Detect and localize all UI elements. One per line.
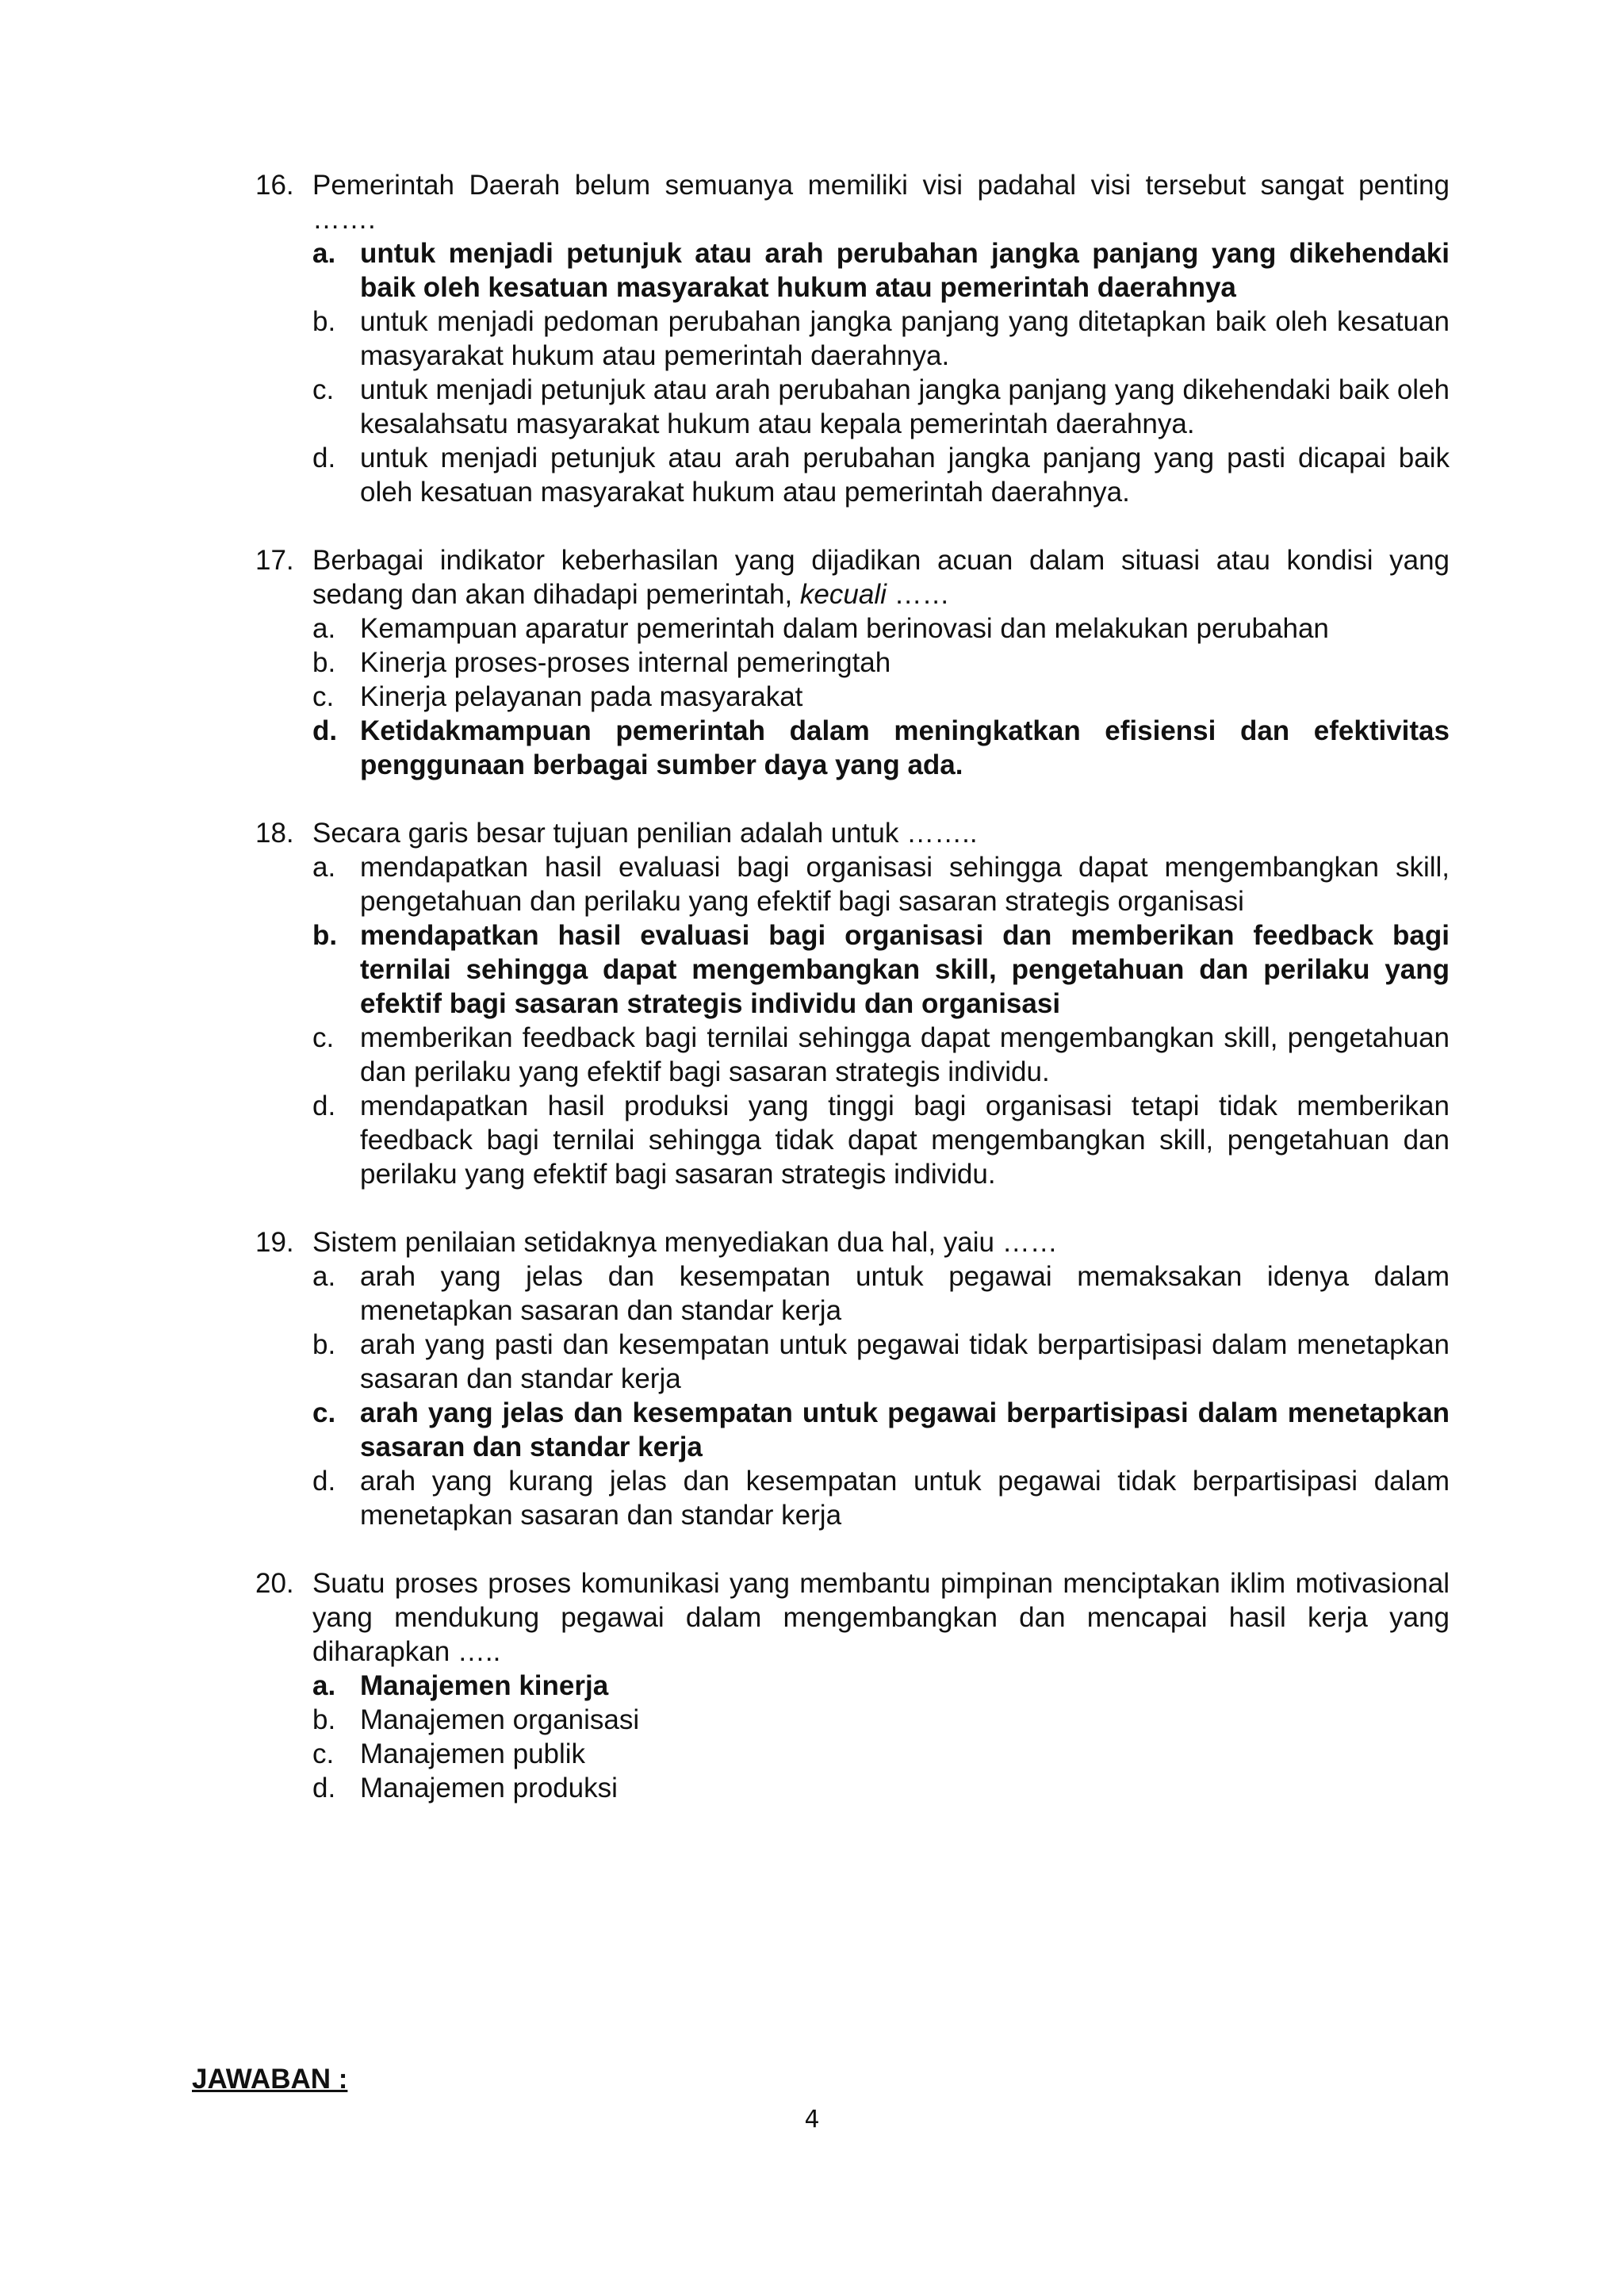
option-letter: a. (312, 238, 336, 269)
option-text: arah yang jelas dan kesempatan untuk pegawai berpartisipasi dalam menetapkan sasaran dan standar kerja (360, 1397, 1450, 1462)
option-text: arah yang kurang jelas dan kesempatan untuk pegawai tidak berpartisipasi dalam menetapkan sasaran dan standar kerja (360, 1466, 1450, 1531)
option-c (312, 680, 1450, 714)
option-a (312, 611, 1450, 646)
option-a (312, 1259, 1450, 1328)
option-c (312, 1396, 1450, 1464)
question-text (312, 1566, 1450, 1669)
option-c (312, 1021, 1450, 1089)
question-text (312, 168, 1450, 236)
option-letter: c. (312, 1022, 335, 1053)
question-19 (255, 1225, 1450, 1532)
option-letter: d. (312, 1466, 336, 1497)
question-text-main: Berbagai indikator keberhasilan yang dijadikan acuan dalam situasi atau kondisi yang sedang dan akan dihadapi pemerintah, (312, 545, 1450, 610)
option-d (312, 441, 1450, 509)
option-letter: c. (312, 374, 335, 405)
option-d (312, 1771, 1450, 1805)
question-text (312, 1225, 1450, 1259)
option-letter: b. (312, 1329, 336, 1360)
option-text: Ketidakmampuan pemerintah dalam meningkatkan efisiensi dan efektivitas penggunaan berbagai sumber daya yang ada. (360, 715, 1450, 780)
question-text-main: Suatu proses proses komunikasi yang membantu pimpinan menciptakan iklim motivasional yang mendukung pegawai dalam mengembangkan dan mencapai hasil kerja yang diharapkan ….. (312, 1568, 1450, 1667)
question-number: 18. (255, 818, 294, 849)
question-text-ellipsis: …… (894, 579, 950, 610)
option-letter: d. (312, 443, 336, 473)
option-text: arah yang pasti dan kesempatan untuk pegawai tidak berpartisipasi dalam menetapkan sasaran dan standar kerja (360, 1329, 1450, 1394)
option-d (312, 714, 1450, 782)
option-text: Kinerja pelayanan pada masyarakat (360, 681, 803, 712)
option-d (312, 1089, 1450, 1191)
option-c (312, 1737, 1450, 1771)
option-text: Manajemen kinerja (360, 1670, 609, 1701)
answer-heading: JAWABAN : (192, 2064, 348, 2095)
option-text: mendapatkan hasil evaluasi bagi organisasi sehingga dapat mengembangkan skill, pengetahuan dan perilaku yang efektif bagi sasaran strategis organisasi (360, 852, 1450, 917)
question-list (255, 168, 1450, 1839)
option-text: Kinerja proses-proses internal pemeringtah (360, 647, 891, 678)
option-letter: c. (312, 1738, 335, 1769)
option-letter: c. (312, 1397, 336, 1428)
option-letter: a. (312, 613, 336, 644)
option-a (312, 236, 1450, 305)
question-text-main: Pemerintah Daerah belum semuanya memiliki visi padahal visi tersebut sangat penting ……. (312, 170, 1450, 235)
question-text-italic: kecuali (799, 579, 887, 610)
option-text: Kemampuan aparatur pemerintah dalam berinovasi dan melakukan perubahan (360, 613, 1329, 644)
option-text: Manajemen publik (360, 1738, 586, 1769)
question-text (312, 543, 1450, 611)
option-text: arah yang jelas dan kesempatan untuk pegawai memaksakan idenya dalam menetapkan sasaran dan standar kerja (360, 1261, 1450, 1326)
option-d (312, 1464, 1450, 1532)
question-number: 16. (255, 170, 294, 201)
option-text: mendapatkan hasil produksi yang tinggi bagi organisasi tetapi tidak memberikan feedback bagi ternilai sehingga tidak dapat mengembangkan skill, pengetahuan dan perilaku yang efektif bagi sasaran strategis individu. (360, 1091, 1450, 1190)
option-b (312, 646, 1450, 680)
option-text: memberikan feedback bagi ternilai sehingga dapat mengembangkan skill, pengetahuan dan perilaku yang efektif bagi sasaran strategis individu. (360, 1022, 1450, 1087)
option-text: Manajemen produksi (360, 1773, 618, 1803)
question-16 (255, 168, 1450, 509)
option-b (312, 918, 1450, 1021)
page-number: 4 (804, 2106, 820, 2133)
option-text: Manajemen organisasi (360, 1704, 640, 1735)
option-text: mendapatkan hasil evaluasi bagi organisasi dan memberikan feedback bagi ternilai sehingga dapat mengembangkan skill, pengetahuan dan perilaku yang efektif bagi sasaran strategis individu dan organisasi (360, 920, 1450, 1019)
question-text (312, 816, 1450, 850)
option-letter: b. (312, 920, 338, 951)
option-a (312, 850, 1450, 918)
option-a (312, 1669, 1450, 1703)
option-letter: d. (312, 715, 338, 746)
question-20 (255, 1566, 1450, 1805)
question-18 (255, 816, 1450, 1191)
option-letter: b. (312, 1704, 336, 1735)
option-letter: d. (312, 1091, 336, 1121)
option-letter: c. (312, 681, 335, 712)
question-17 (255, 543, 1450, 782)
option-letter: a. (312, 1670, 336, 1701)
question-number: 17. (255, 545, 294, 576)
option-letter: d. (312, 1773, 336, 1803)
question-text-main: Secara garis besar tujuan penilian adalah untuk …….. (312, 818, 978, 849)
option-letter: b. (312, 647, 336, 678)
question-number: 19. (255, 1227, 294, 1258)
option-letter: a. (312, 852, 336, 883)
option-text: untuk menjadi petunjuk atau arah perubahan jangka panjang yang dikehendaki baik oleh kesalahsatu masyarakat hukum atau kepala pemerintah daerahnya. (360, 374, 1450, 439)
option-b (312, 1328, 1450, 1396)
option-b (312, 305, 1450, 373)
option-c (312, 373, 1450, 441)
option-letter: a. (312, 1261, 336, 1292)
question-text-main: Sistem penilaian setidaknya menyediakan dua hal, yaiu …… (312, 1227, 1058, 1258)
option-text: untuk menjadi petunjuk atau arah perubahan jangka panjang yang pasti dicapai baik oleh kesatuan masyarakat hukum atau pemerintah daerahnya. (360, 443, 1450, 508)
option-text: untuk menjadi petunjuk atau arah perubahan jangka panjang yang dikehendaki baik oleh kesatuan masyarakat hukum atau pemerintah daerahnya (360, 238, 1450, 303)
option-b (312, 1703, 1450, 1737)
option-text: untuk menjadi pedoman perubahan jangka panjang yang ditetapkan baik oleh kesatuan masyarakat hukum atau pemerintah daerahnya. (360, 306, 1450, 371)
option-letter: b. (312, 306, 336, 337)
question-number: 20. (255, 1568, 294, 1599)
